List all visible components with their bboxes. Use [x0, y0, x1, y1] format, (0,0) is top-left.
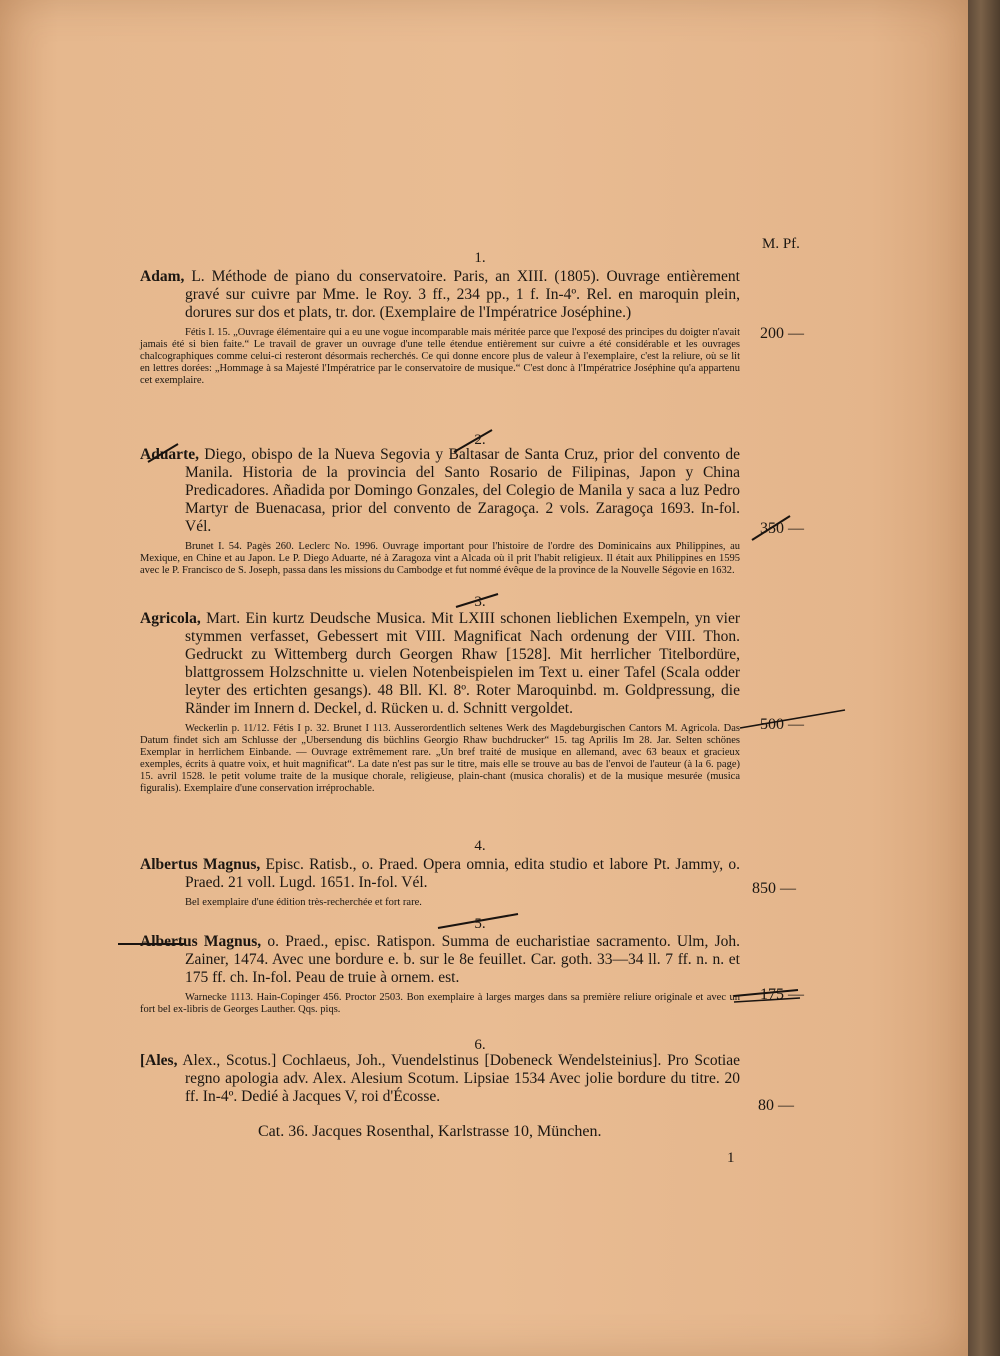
entry-note: Brunet I. 54. Pagès 260. Leclerc No. 1996. Ouvrage important pour l'histoire de l'ordre des Dominicains aux Philippines, au Mexique, en Chine et au Japon. Le P. Diego Aduarte, né à Zaragoza vint a Alcada où il prit l'habit religieux. Il était aux Philippines en 1595 avec le P. Francisco de S. Joseph, passa dans les missions du Cambodge et fut nommé évêque de la province de la Nouvelle Ségovie en 1632.: [140, 541, 740, 576]
entry-author: Adam,: [140, 268, 185, 285]
entry-author: Agricola,: [140, 610, 201, 627]
entry-text: Diego, obispo de la Nueva Segovia y Baltasar de Santa Cruz, prior del convento de Manila. Historia de la provincia del Santo Rosario de Filipinas, Japon y China Predicadores. Añadida por Domingo Gonzales, del Colegio de Manila y saca a luz Pedro Martyr de Buenacasa, prior del convento de Zaragoça. 2 vols. Zaragoça 1693. In-fol. Vél.: [185, 446, 740, 535]
entry-number: 2.: [474, 432, 486, 448]
entry-text: Mart. Ein kurtz Deudsche Musica. Mit LXIII schonen lieblichen Exempeln, yn vier stymmen verfasset, Gebessert mit VIII. Magnificat Nach ordenung der VIII. Thon. Gedruckt zu Wittemberg durch Georgen Rhaw [1528]. Mit herrlicher Titelbordüre, blattgrossem Holzschnitte u. vielen Notenbeispielen im Text u. einer Tafel (Scala odder leyter des ertichten gesangs). 48 Bll. Kl. 8º. Roter Maroquinbd. m. Goldpressung, die Ränder im Innern d. Deckel, d. Rücken u. d. Schnitt vergoldet.: [185, 610, 740, 717]
entry-note: Weckerlin p. 11/12. Fétis I p. 32. Brunet I 113. Ausserordentlich seltenes Werk des Magdeburgischen Cantors M. Agricola. Das Datum findet sich am Schlusse der „Ubersendung dis büchlins Georgio Rhaw buchdrucker“ 15. tag Aprilis Im 28. Jar. Selten schönes Exemplar in herrlichem Einbande. — Ouvrage extrêmement rare. „Un bref traité de musique en allemand, avec 63 beaux et gracieux exemples, écrits à quatre voix, et huit magnificat“. La date n'est pas sur le titre, mais elle se trouve au bas de l'envoi de l'auteur (à la 6. page) 15. avril 1528. le petit volume traite de la musique chorale, religieuse, plain-chant (musica choralis) et de la musique mesurée (musica figuralis). Exemplaire d'une conservation irréprochable.: [140, 723, 740, 794]
book-spine: [968, 0, 1000, 1356]
entry-author: Albertus Magnus,: [140, 933, 262, 950]
entry-author: Aduarte,: [140, 446, 199, 463]
entry-number: 3.: [474, 594, 486, 610]
entry-price: 200 —: [760, 325, 804, 342]
entry-number: 1.: [474, 250, 486, 266]
entry-price: 175 —: [760, 986, 804, 1003]
entry-4: [140, 856, 740, 909]
entry-number: 6.: [474, 1037, 486, 1053]
entry-author: [Ales,: [140, 1052, 178, 1069]
entry-price: 850 —: [752, 880, 796, 897]
entry-text: o. Praed., episc. Ratispon. Summa de eucharistiae sacramento. Ulm, Joh. Zainer, 1474. Avec une bordure e. b. sur le 8e feuillet. Car. goth. 33—34 ll. 7 ff. n. n. et 175 ff. ch. In-fol. Peau de truie à ornem. est.: [185, 933, 740, 986]
entry-price: 80 —: [758, 1097, 794, 1114]
entry-3: [140, 610, 740, 795]
entry-author: Albertus Magnus,: [140, 856, 261, 873]
entry-note: Bel exemplaire d'une édition très-recherchée et fort rare.: [185, 897, 422, 908]
entry-text: Episc. Ratisb., o. Praed. Opera omnia, edita studio et labore Pt. Jammy, o. Praed. 21 voll. Lugd. 1651. In-fol. Vél.: [185, 856, 740, 891]
page-number: 1: [727, 1150, 735, 1166]
entry-note: Warnecke 1113. Hain-Copinger 456. Proctor 2503. Bon exemplaire à larges marges dans sa première reliure originale et avec un fort bel ex-libris de Georges Lauther. Qqs. piqs.: [140, 992, 740, 1015]
entry-text: Alex., Scotus.] Cochlaeus, Joh., Vuendelstinus [Dobeneck Wendelsteinius]. Pro Scotiae regno apologia adv. Alex. Alesium Scotum. Lipsiae 1534 Avec jolie bordure du titre. 20 ff. In-4º. Dedié à Jacques V, roi d'Écosse.: [177, 1052, 740, 1105]
entry-2: [140, 446, 740, 577]
entry-text: L. Méthode de piano du conservatoire. Paris, an XIII. (1805). Ouvrage entièrement gravé sur cuivre par Mme. le Roy. 3 ff., 234 pp., 1 f. In-4º. Rel. en maroquin plein, dorures sur dos et plats, tr. dor. (Exemplaire de l'Impératrice Joséphine.): [184, 268, 740, 321]
entry-price: 500 —: [760, 716, 804, 733]
currency-header: M. Pf.: [762, 236, 800, 252]
entry-price: 350 —: [760, 520, 804, 537]
entry-number: 5.: [474, 916, 486, 932]
entry-6: [140, 1052, 740, 1106]
entry-note: Fétis I. 15. „Ouvrage élémentaire qui a eu une vogue incomparable mais méritée parce que l'exposé des principes du doigter n'avait jamais été si bien faite.“ Le travail de graver un ouvrage d'une telle étendue entièrement sur cuivre a été considérable et les ouvrages chalcographiques comme celui-ci resteront désormais recherchés. Ce qui donne encore plus de valeur à l'exemplaire, c'est la reliure, où se lit en lettres dorées: „Hommage à sa Majesté l'Impératrice par le conservatoire de musique.“ C'est donc à l'Impératrice Joséphine qu'a appartenu cet exemplaire.: [140, 327, 740, 386]
entry-1: [140, 268, 740, 387]
catalog-footer: Cat. 36. Jacques Rosenthal, Karlstrasse 10, München.: [258, 1123, 602, 1140]
entry-5: [140, 933, 740, 1016]
entry-number: 4.: [474, 838, 486, 854]
